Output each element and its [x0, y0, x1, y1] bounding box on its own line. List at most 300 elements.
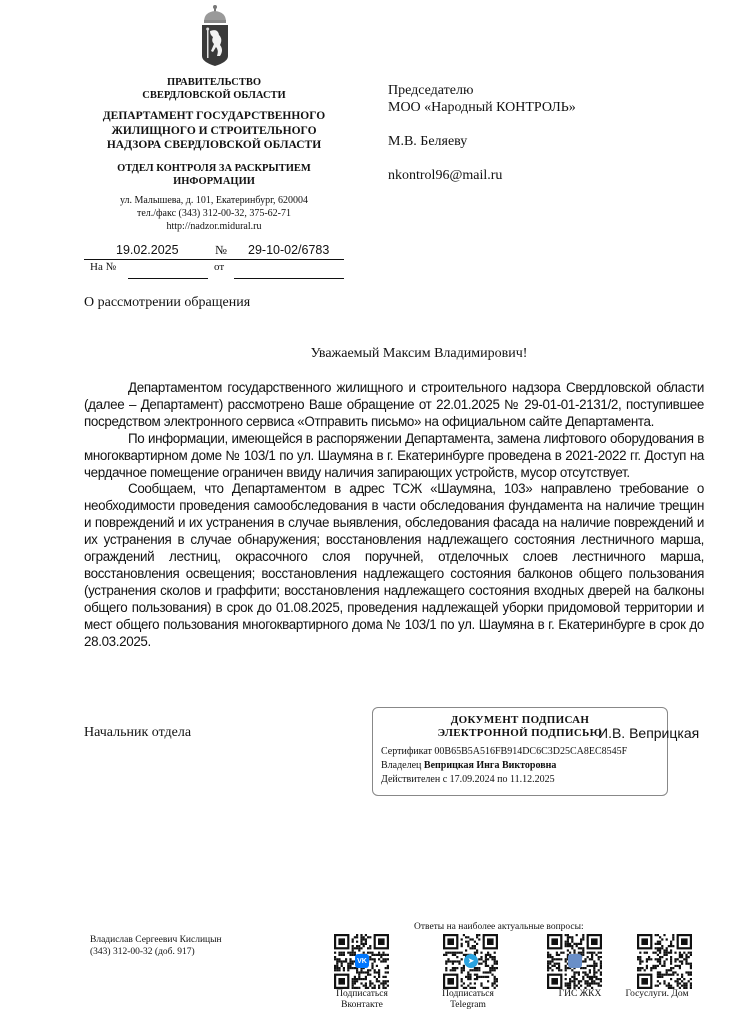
qr-module — [637, 956, 639, 958]
qr-module — [334, 965, 336, 967]
qr-module — [367, 936, 369, 938]
qr-module — [589, 958, 591, 960]
qr-module — [476, 934, 478, 936]
qr-module — [494, 956, 496, 958]
qr-module — [567, 943, 569, 945]
qr-module — [589, 978, 591, 980]
qr-module — [591, 956, 593, 958]
qr-module — [571, 976, 573, 978]
qr-module — [547, 967, 549, 969]
qr-module — [672, 936, 674, 938]
qr-module — [591, 982, 593, 984]
qr-module — [338, 954, 340, 956]
qr-module — [336, 960, 338, 962]
qr-module — [576, 971, 578, 973]
registration-row — [84, 243, 344, 260]
qr-module — [378, 985, 380, 987]
qr-module — [679, 956, 681, 958]
qr-module — [637, 969, 639, 971]
qr-module — [674, 965, 676, 967]
qr-module — [369, 956, 371, 958]
qr-module — [560, 969, 562, 971]
qr-module — [562, 952, 564, 954]
qr-module — [600, 960, 602, 962]
department-line: НАДЗОРА СВЕРДЛОВСКОЙ ОБЛАСТИ — [106, 139, 322, 151]
qr-module — [690, 967, 692, 969]
qr-module — [352, 947, 354, 949]
letter-body — [84, 380, 704, 651]
qr-module — [666, 938, 668, 940]
qr-module — [487, 965, 489, 967]
faq-label: Ответы на наиболее актуальные вопросы: — [414, 922, 584, 932]
qr-module — [652, 952, 654, 954]
qr-module — [380, 956, 382, 958]
qr-module — [387, 958, 389, 960]
qr-module — [690, 982, 692, 984]
qr-module — [659, 976, 661, 978]
qr-gosuslugi-dom[interactable] — [637, 934, 692, 994]
qr-module — [659, 960, 661, 962]
qr-module — [341, 963, 343, 965]
qr-module — [365, 941, 367, 943]
qr-module — [657, 985, 659, 987]
qr-module — [485, 963, 487, 965]
qr-module — [494, 969, 496, 971]
qr-label-gis-zhkh — [552, 989, 608, 1000]
qr-module — [639, 969, 641, 971]
qr-module — [582, 936, 584, 938]
qr-module — [378, 980, 380, 982]
qr-module — [341, 965, 343, 967]
qr-module — [387, 967, 389, 969]
qr-module — [569, 945, 571, 947]
signer-title: Начальник отдела — [84, 725, 192, 740]
qr-module — [593, 963, 595, 965]
qr-module — [354, 978, 356, 980]
qr-module — [478, 967, 480, 969]
qr-module — [663, 949, 665, 951]
qr-module — [365, 934, 367, 936]
qr-module — [371, 958, 373, 960]
qr-module — [494, 952, 496, 954]
qr-module — [584, 960, 586, 962]
qr-module — [354, 980, 356, 982]
qr-module — [551, 960, 553, 962]
qr-module — [474, 967, 476, 969]
division-name — [84, 162, 344, 188]
qr-module — [382, 985, 384, 987]
qr-module — [474, 982, 476, 984]
qr-module — [589, 952, 591, 954]
qr-module — [376, 971, 378, 973]
qr-module — [356, 969, 358, 971]
qr-module — [565, 967, 567, 969]
qr-module — [593, 960, 595, 962]
qr-module — [578, 971, 580, 973]
qr-module — [648, 958, 650, 960]
qr-module — [598, 969, 600, 971]
qr-module — [494, 963, 496, 965]
qr-module — [600, 967, 602, 969]
qr-module — [547, 963, 549, 965]
qr-module — [648, 956, 650, 958]
validity-value: с 17.09.2024 по 11.12.2025 — [442, 774, 555, 785]
qr-module — [445, 963, 447, 965]
qr-module — [374, 969, 376, 971]
electronic-signature-stamp — [372, 707, 668, 796]
qr-module — [472, 947, 474, 949]
qr-module — [349, 952, 351, 954]
qr-module — [668, 945, 670, 947]
qr-module — [641, 938, 648, 945]
qr-module — [593, 982, 595, 984]
qr-module — [478, 938, 480, 940]
qr-module — [447, 958, 449, 960]
government-line: ПРАВИТЕЛЬСТВО — [166, 77, 262, 88]
qr-module — [580, 985, 582, 987]
qr-module — [445, 960, 447, 962]
qr-module — [363, 936, 365, 938]
qr-module — [358, 947, 360, 949]
qr-module — [661, 974, 663, 976]
qr-module — [595, 965, 597, 967]
telegram-logo-icon: ➤ — [464, 954, 478, 968]
qr-module — [352, 949, 354, 951]
qr-module — [352, 982, 354, 984]
qr-module — [565, 974, 567, 976]
qr-module — [480, 958, 482, 960]
qr-module — [491, 982, 493, 984]
qr-module — [356, 945, 358, 947]
qr-module — [480, 985, 482, 987]
qr-module — [465, 949, 467, 951]
vk-qr-code-icon[interactable] — [334, 934, 389, 994]
qr-telegram[interactable] — [443, 934, 498, 994]
qr-module — [591, 958, 593, 960]
qr-module — [589, 985, 591, 987]
qr-module — [374, 971, 376, 973]
qr-module — [496, 960, 498, 962]
qr-module — [587, 985, 589, 987]
qr-module — [639, 958, 641, 960]
qr-module — [578, 982, 580, 984]
qr-module — [347, 965, 349, 967]
reference-date-line — [234, 278, 344, 279]
qr-module — [657, 960, 659, 962]
qr-module — [343, 967, 345, 969]
qr-module — [582, 976, 584, 978]
qr-module — [600, 985, 602, 987]
qr-module — [367, 969, 369, 971]
qr-module — [685, 956, 687, 958]
qr-module — [485, 976, 487, 978]
qr-module — [367, 971, 369, 973]
qr-module — [646, 952, 648, 954]
addressee-email[interactable]: nkontrol96@mail.ru — [388, 168, 503, 183]
qr-module — [461, 967, 463, 969]
qr-module — [677, 978, 679, 980]
qr-module — [558, 967, 560, 969]
qr-pattern — [637, 934, 692, 989]
registration-date: 19.02.2025 — [116, 243, 179, 257]
qr-module — [467, 941, 469, 943]
qr-module — [659, 936, 661, 938]
reference-from-label: от — [214, 261, 225, 273]
addressee-position: Председателю — [388, 83, 474, 98]
qr-module — [465, 936, 467, 938]
qr-module — [363, 945, 365, 947]
qr-module — [474, 969, 476, 971]
qr-module — [450, 952, 452, 954]
qr-module — [591, 965, 593, 967]
qr-vk[interactable] — [334, 934, 389, 994]
website-link[interactable]: http://nadzor.midural.ru — [166, 221, 262, 232]
qr-module — [371, 963, 373, 965]
qr-module — [349, 960, 351, 962]
qr-module — [554, 965, 556, 967]
qr-module — [659, 952, 661, 954]
qr-module — [578, 974, 580, 976]
qr-module — [474, 952, 476, 954]
qr-module — [347, 963, 349, 965]
qr-module — [378, 969, 380, 971]
qr-module — [670, 967, 672, 969]
qr-module — [452, 967, 454, 969]
qr-module — [382, 958, 384, 960]
qr-label-gosuslugi-dom — [624, 989, 690, 1000]
qr-module — [474, 947, 476, 949]
qr-module — [360, 934, 362, 936]
qr-module — [639, 963, 641, 965]
qr-module — [637, 958, 639, 960]
qr-module — [576, 943, 578, 945]
qr-module — [461, 952, 463, 954]
qr-module — [496, 967, 498, 969]
qr-module — [668, 969, 670, 971]
qr-module — [681, 960, 683, 962]
qr-module — [483, 960, 485, 962]
executor-name: Владислав Сергеевич Кислицын — [90, 935, 222, 945]
gis-zhkh-qr-code-icon[interactable] — [547, 934, 602, 994]
qr-module — [580, 938, 582, 940]
qr-module — [661, 945, 663, 947]
qr-module — [378, 954, 380, 956]
telegram-qr-code-icon[interactable] — [443, 934, 498, 994]
qr-module — [637, 967, 639, 969]
stamp-heading-line: ЭЛЕКТРОННОЙ ПОДПИСЬЮ — [437, 727, 603, 739]
qr-module — [657, 934, 659, 936]
qr-module — [352, 980, 354, 982]
qr-module — [593, 967, 595, 969]
qr-module — [352, 963, 354, 965]
vk-logo-icon: VK — [355, 954, 369, 968]
qr-module — [666, 947, 668, 949]
qr-module — [445, 952, 447, 954]
qr-module — [336, 969, 338, 971]
qr-module — [571, 941, 573, 943]
qr-module — [576, 945, 578, 947]
government-name — [84, 76, 344, 102]
qr-module — [458, 963, 460, 965]
qr-module — [690, 963, 692, 965]
qr-module — [576, 985, 578, 987]
qr-module — [571, 947, 573, 949]
qr-module — [363, 938, 365, 940]
qr-module — [356, 947, 358, 949]
reference-label: На № — [90, 261, 117, 273]
qr-module — [670, 985, 672, 987]
qr-module — [463, 967, 465, 969]
qr-module — [376, 978, 378, 980]
qr-module — [491, 974, 493, 976]
qr-module — [467, 985, 469, 987]
qr-module — [487, 954, 489, 956]
qr-module — [352, 954, 354, 956]
stamp-validity — [381, 774, 555, 785]
qr-module — [666, 971, 668, 973]
qr-module — [547, 965, 549, 967]
qr-module — [565, 934, 567, 936]
qr-module — [334, 969, 336, 971]
qr-label-vk — [334, 989, 390, 1011]
qr-module — [587, 956, 589, 958]
qr-module — [496, 963, 498, 965]
qr-module — [659, 943, 661, 945]
qr-module — [478, 963, 480, 965]
qr-module — [549, 967, 551, 969]
qr-module — [458, 952, 460, 954]
qr-module — [476, 967, 478, 969]
qr-module — [598, 978, 600, 980]
qr-module — [360, 982, 362, 984]
qr-module — [591, 954, 593, 956]
qr-gis-zhkh[interactable] — [547, 934, 602, 994]
qr-module — [646, 965, 648, 967]
qr-module — [461, 958, 463, 960]
gosuslugi-dom-qr-code-icon[interactable] — [637, 934, 692, 994]
qr-module — [476, 969, 478, 971]
qr-module — [593, 974, 595, 976]
qr-module — [668, 974, 670, 976]
qr-module — [677, 985, 679, 987]
qr-module — [354, 982, 356, 984]
qr-module — [674, 980, 676, 982]
qr-module — [347, 967, 349, 969]
qr-module — [571, 936, 573, 938]
qr-module — [454, 952, 456, 954]
qr-module — [338, 958, 340, 960]
qr-module — [374, 960, 376, 962]
qr-module — [469, 947, 471, 949]
qr-module — [551, 956, 553, 958]
qr-module — [600, 956, 602, 958]
qr-module — [688, 956, 690, 958]
qr-module — [454, 967, 456, 969]
qr-module — [352, 945, 354, 947]
qr-module — [352, 938, 354, 940]
qr-module — [445, 967, 447, 969]
qr-module — [584, 982, 586, 984]
qr-module — [341, 952, 343, 954]
qr-module — [685, 958, 687, 960]
qr-module — [565, 969, 567, 971]
qr-module — [685, 982, 687, 984]
qr-module — [587, 976, 589, 978]
qr-module — [677, 982, 679, 984]
qr-module — [480, 952, 482, 954]
qr-module — [598, 982, 600, 984]
qr-module — [463, 934, 465, 936]
qr-module — [659, 949, 661, 951]
qr-module — [646, 958, 648, 960]
qr-module — [472, 938, 474, 940]
qr-module — [469, 969, 471, 971]
qr-module — [672, 967, 674, 969]
qr-module — [600, 978, 602, 980]
qr-module — [363, 985, 365, 987]
qr-module — [556, 954, 558, 956]
qr-module — [659, 963, 661, 965]
qr-module — [688, 971, 690, 973]
qr-module — [679, 952, 681, 954]
qr-module — [478, 934, 480, 936]
qr-module — [670, 956, 672, 958]
qr-module — [670, 943, 672, 945]
qr-module — [369, 958, 371, 960]
qr-module — [595, 982, 597, 984]
qr-module — [485, 956, 487, 958]
qr-module — [450, 960, 452, 962]
qr-module — [549, 956, 551, 958]
qr-module — [584, 971, 586, 973]
qr-module — [356, 941, 358, 943]
qr-module — [674, 958, 676, 960]
qr-module — [569, 978, 571, 980]
qr-module — [378, 938, 385, 945]
qr-module — [369, 945, 371, 947]
qr-module — [595, 976, 597, 978]
qr-module — [690, 952, 692, 954]
qr-module — [485, 958, 487, 960]
qr-module — [371, 982, 373, 984]
qr-module — [661, 976, 663, 978]
qr-module — [679, 960, 681, 962]
qr-module — [657, 941, 659, 943]
department-line: ЖИЛИЩНОГО И СТРОИТЕЛЬНОГО — [111, 124, 317, 137]
qr-module — [663, 965, 665, 967]
qr-module — [598, 956, 600, 958]
qr-module — [452, 952, 454, 954]
qr-module — [641, 960, 643, 962]
qr-module — [688, 974, 690, 976]
qr-module — [491, 967, 493, 969]
qr-module — [343, 960, 345, 962]
qr-module — [551, 978, 558, 985]
qr-module — [683, 985, 685, 987]
qr-module — [683, 982, 685, 984]
qr-module — [365, 971, 367, 973]
qr-module — [343, 952, 345, 954]
qr-module — [336, 967, 338, 969]
qr-module — [593, 969, 595, 971]
qr-module — [447, 960, 449, 962]
qr-module — [569, 985, 571, 987]
qr-module — [595, 978, 597, 980]
qr-module — [380, 954, 382, 956]
qr-module — [569, 982, 571, 984]
certificate-label: Сертификат — [381, 746, 432, 757]
reference-row — [84, 260, 344, 280]
